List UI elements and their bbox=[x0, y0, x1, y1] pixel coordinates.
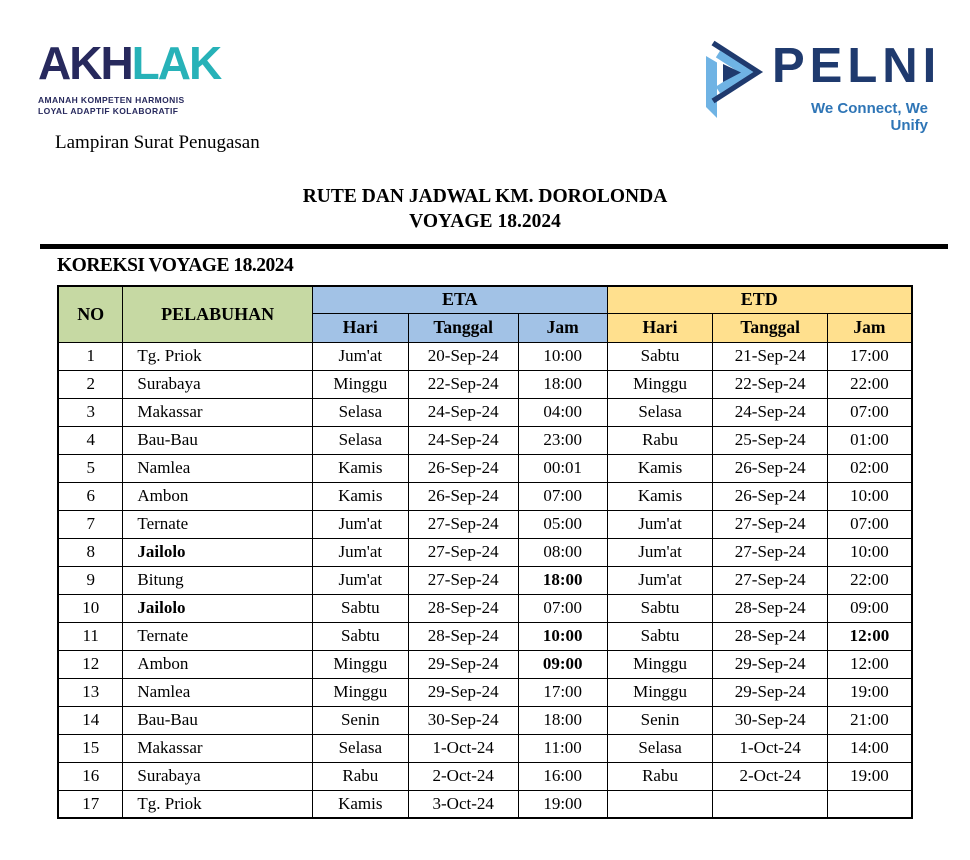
cell-eta-time: 07:00 bbox=[518, 594, 607, 622]
cell-etd-day: Jum'at bbox=[607, 538, 713, 566]
pelni-logo bbox=[690, 34, 942, 134]
cell-etd-date: 27-Sep-24 bbox=[713, 566, 827, 594]
cell-etd-day: Selasa bbox=[607, 398, 713, 426]
cell-etd-day: Jum'at bbox=[607, 566, 713, 594]
cell-eta-time: 11:00 bbox=[518, 734, 607, 762]
cell-eta-date: 24-Sep-24 bbox=[408, 398, 518, 426]
table-row bbox=[58, 342, 912, 370]
cell-etd-day: Sabtu bbox=[607, 594, 713, 622]
cell-etd-date: 28-Sep-24 bbox=[713, 622, 827, 650]
cell-etd-date: 22-Sep-24 bbox=[713, 370, 827, 398]
cell-etd-day: Minggu bbox=[607, 650, 713, 678]
cell-etd-time: 17:00 bbox=[827, 342, 912, 370]
akhlak-wordmark-navy: AKH bbox=[38, 37, 132, 89]
header-eta-date: Tanggal bbox=[408, 313, 518, 342]
cell-etd-date: 25-Sep-24 bbox=[713, 426, 827, 454]
cell-no: 17 bbox=[58, 790, 123, 818]
cell-etd-time: 02:00 bbox=[827, 454, 912, 482]
cell-port: Ambon bbox=[123, 650, 313, 678]
cell-no: 2 bbox=[58, 370, 123, 398]
cell-etd-time: 21:00 bbox=[827, 706, 912, 734]
cell-etd-date: 27-Sep-24 bbox=[713, 538, 827, 566]
table-row bbox=[58, 482, 912, 510]
cell-eta-date: 3-Oct-24 bbox=[408, 790, 518, 818]
cell-etd-day: Selasa bbox=[607, 734, 713, 762]
table-row bbox=[58, 678, 912, 706]
cell-eta-time: 18:00 bbox=[518, 566, 607, 594]
cell-port: Ambon bbox=[123, 482, 313, 510]
cell-eta-time: 16:00 bbox=[518, 762, 607, 790]
cell-eta-day: Minggu bbox=[312, 370, 408, 398]
table-row bbox=[58, 650, 912, 678]
cell-eta-date: 1-Oct-24 bbox=[408, 734, 518, 762]
cell-etd-day: Kamis bbox=[607, 454, 713, 482]
header-eta-group: ETA bbox=[312, 286, 607, 313]
cell-eta-date: 2-Oct-24 bbox=[408, 762, 518, 790]
cell-etd-day: Minggu bbox=[607, 678, 713, 706]
cell-eta-day: Senin bbox=[312, 706, 408, 734]
cell-eta-day: Selasa bbox=[312, 398, 408, 426]
table-row bbox=[58, 398, 912, 426]
table-row bbox=[58, 706, 912, 734]
cell-etd-day: Kamis bbox=[607, 482, 713, 510]
cell-etd-date: 29-Sep-24 bbox=[713, 650, 827, 678]
cell-etd-day: Minggu bbox=[607, 370, 713, 398]
cell-eta-day: Sabtu bbox=[312, 594, 408, 622]
document-title-line2: VOYAGE 18.2024 bbox=[409, 211, 561, 232]
cell-eta-day: Minggu bbox=[312, 678, 408, 706]
table-row bbox=[58, 734, 912, 762]
cell-etd-time: 12:00 bbox=[827, 622, 912, 650]
cell-etd-time: 07:00 bbox=[827, 510, 912, 538]
horizontal-divider bbox=[40, 244, 948, 249]
cell-no: 4 bbox=[58, 426, 123, 454]
akhlak-tagline-line2: LOYAL ADAPTIF KOLABORATIF bbox=[38, 106, 179, 116]
pelni-wordmark: PELNI bbox=[772, 39, 942, 93]
cell-etd-date: 21-Sep-24 bbox=[713, 342, 827, 370]
cell-eta-date: 28-Sep-24 bbox=[408, 594, 518, 622]
header-eta-day: Hari bbox=[312, 313, 408, 342]
cell-eta-time: 18:00 bbox=[518, 370, 607, 398]
cell-etd-date: 1-Oct-24 bbox=[713, 734, 827, 762]
schedule-table bbox=[57, 285, 913, 819]
cell-etd-date: 30-Sep-24 bbox=[713, 706, 827, 734]
cell-etd-time: 09:00 bbox=[827, 594, 912, 622]
cell-eta-time: 05:00 bbox=[518, 510, 607, 538]
cell-port: Namlea bbox=[123, 454, 313, 482]
cell-etd-date: 2-Oct-24 bbox=[713, 762, 827, 790]
cell-no: 14 bbox=[58, 706, 123, 734]
schedule-table-container bbox=[57, 285, 913, 819]
cell-eta-time: 18:00 bbox=[518, 706, 607, 734]
cell-no: 6 bbox=[58, 482, 123, 510]
cell-port: Bitung bbox=[123, 566, 313, 594]
table-header-group-row bbox=[58, 286, 912, 313]
cell-eta-day: Kamis bbox=[312, 454, 408, 482]
akhlak-tagline-line1: AMANAH KOMPETEN HARMONIS bbox=[38, 95, 185, 105]
cell-no: 9 bbox=[58, 566, 123, 594]
table-row bbox=[58, 510, 912, 538]
cell-eta-time: 23:00 bbox=[518, 426, 607, 454]
cell-port: Ternate bbox=[123, 510, 313, 538]
cell-etd-day: Jum'at bbox=[607, 510, 713, 538]
table-row bbox=[58, 454, 912, 482]
cell-eta-time: 04:00 bbox=[518, 398, 607, 426]
cell-etd-time: 19:00 bbox=[827, 678, 912, 706]
cell-port: Makassar bbox=[123, 398, 313, 426]
cell-eta-day: Rabu bbox=[312, 762, 408, 790]
table-row bbox=[58, 426, 912, 454]
cell-eta-day: Jum'at bbox=[312, 342, 408, 370]
cell-eta-time: 19:00 bbox=[518, 790, 607, 818]
pelni-arrow-icon bbox=[692, 36, 770, 126]
cell-eta-day: Jum'at bbox=[312, 566, 408, 594]
cell-eta-time: 17:00 bbox=[518, 678, 607, 706]
cell-eta-date: 24-Sep-24 bbox=[408, 426, 518, 454]
header-etd-date: Tanggal bbox=[713, 313, 827, 342]
cell-eta-time: 07:00 bbox=[518, 482, 607, 510]
attachment-label: Lampiran Surat Penugasan bbox=[55, 132, 260, 153]
akhlak-logo bbox=[38, 38, 220, 117]
cell-eta-date: 22-Sep-24 bbox=[408, 370, 518, 398]
cell-etd-day: Rabu bbox=[607, 426, 713, 454]
cell-no: 8 bbox=[58, 538, 123, 566]
cell-etd-date: 28-Sep-24 bbox=[713, 594, 827, 622]
header-no: NO bbox=[58, 286, 123, 342]
akhlak-tagline bbox=[38, 95, 220, 117]
cell-port: Namlea bbox=[123, 678, 313, 706]
cell-etd-time: 12:00 bbox=[827, 650, 912, 678]
table-row bbox=[58, 622, 912, 650]
cell-eta-day: Kamis bbox=[312, 790, 408, 818]
cell-etd-day bbox=[607, 790, 713, 818]
cell-no: 1 bbox=[58, 342, 123, 370]
cell-no: 12 bbox=[58, 650, 123, 678]
cell-etd-date bbox=[713, 790, 827, 818]
cell-etd-day: Rabu bbox=[607, 762, 713, 790]
cell-eta-date: 27-Sep-24 bbox=[408, 538, 518, 566]
cell-eta-day: Minggu bbox=[312, 650, 408, 678]
cell-eta-date: 28-Sep-24 bbox=[408, 622, 518, 650]
cell-etd-date: 29-Sep-24 bbox=[713, 678, 827, 706]
header-etd-time: Jam bbox=[827, 313, 912, 342]
header-etd-group: ETD bbox=[607, 286, 912, 313]
cell-eta-day: Sabtu bbox=[312, 622, 408, 650]
cell-eta-time: 10:00 bbox=[518, 342, 607, 370]
cell-no: 3 bbox=[58, 398, 123, 426]
cell-port: Ternate bbox=[123, 622, 313, 650]
document-title-line1: RUTE DAN JADWAL KM. DOROLONDA bbox=[302, 186, 668, 207]
cell-eta-date: 27-Sep-24 bbox=[408, 566, 518, 594]
cell-no: 11 bbox=[58, 622, 123, 650]
cell-no: 7 bbox=[58, 510, 123, 538]
cell-eta-date: 29-Sep-24 bbox=[408, 678, 518, 706]
cell-no: 5 bbox=[58, 454, 123, 482]
table-row bbox=[58, 566, 912, 594]
cell-etd-date: 26-Sep-24 bbox=[713, 454, 827, 482]
cell-no: 13 bbox=[58, 678, 123, 706]
cell-eta-time: 10:00 bbox=[518, 622, 607, 650]
cell-etd-date: 27-Sep-24 bbox=[713, 510, 827, 538]
cell-eta-time: 08:00 bbox=[518, 538, 607, 566]
cell-etd-time: 01:00 bbox=[827, 426, 912, 454]
cell-eta-date: 26-Sep-24 bbox=[408, 482, 518, 510]
cell-port: Makassar bbox=[123, 734, 313, 762]
cell-port: Bau-Bau bbox=[123, 426, 313, 454]
table-row bbox=[58, 762, 912, 790]
akhlak-wordmark bbox=[38, 38, 220, 88]
header-eta-time: Jam bbox=[518, 313, 607, 342]
cell-etd-time: 22:00 bbox=[827, 566, 912, 594]
cell-etd-day: Sabtu bbox=[607, 622, 713, 650]
akhlak-wordmark-teal: LAK bbox=[131, 37, 221, 89]
cell-eta-date: 27-Sep-24 bbox=[408, 510, 518, 538]
cell-etd-date: 26-Sep-24 bbox=[713, 482, 827, 510]
cell-port: Surabaya bbox=[123, 370, 313, 398]
document-title bbox=[0, 184, 970, 234]
cell-etd-time: 14:00 bbox=[827, 734, 912, 762]
cell-etd-day: Sabtu bbox=[607, 342, 713, 370]
cell-eta-time: 00:01 bbox=[518, 454, 607, 482]
table-row bbox=[58, 594, 912, 622]
cell-port: Jailolo bbox=[123, 538, 313, 566]
cell-eta-date: 29-Sep-24 bbox=[408, 650, 518, 678]
cell-eta-day: Selasa bbox=[312, 734, 408, 762]
table-row bbox=[58, 538, 912, 566]
cell-eta-day: Kamis bbox=[312, 482, 408, 510]
table-row bbox=[58, 790, 912, 818]
cell-eta-day: Jum'at bbox=[312, 538, 408, 566]
cell-port: Tg. Priok bbox=[123, 790, 313, 818]
cell-port: Surabaya bbox=[123, 762, 313, 790]
cell-eta-time: 09:00 bbox=[518, 650, 607, 678]
header-port: PELABUHAN bbox=[123, 286, 313, 342]
header-etd-day: Hari bbox=[607, 313, 713, 342]
cell-eta-date: 20-Sep-24 bbox=[408, 342, 518, 370]
cell-etd-time bbox=[827, 790, 912, 818]
cell-eta-date: 30-Sep-24 bbox=[408, 706, 518, 734]
cell-etd-date: 24-Sep-24 bbox=[713, 398, 827, 426]
cell-eta-date: 26-Sep-24 bbox=[408, 454, 518, 482]
pelni-tagline: We Connect, We Unify bbox=[811, 100, 928, 134]
section-heading: KOREKSI VOYAGE 18.2024 bbox=[57, 255, 294, 276]
cell-no: 10 bbox=[58, 594, 123, 622]
cell-eta-day: Jum'at bbox=[312, 510, 408, 538]
cell-no: 16 bbox=[58, 762, 123, 790]
cell-etd-time: 07:00 bbox=[827, 398, 912, 426]
cell-port: Tg. Priok bbox=[123, 342, 313, 370]
cell-etd-day: Senin bbox=[607, 706, 713, 734]
cell-etd-time: 10:00 bbox=[827, 482, 912, 510]
cell-etd-time: 19:00 bbox=[827, 762, 912, 790]
cell-no: 15 bbox=[58, 734, 123, 762]
cell-etd-time: 10:00 bbox=[827, 538, 912, 566]
cell-port: Jailolo bbox=[123, 594, 313, 622]
cell-eta-day: Selasa bbox=[312, 426, 408, 454]
table-row bbox=[58, 370, 912, 398]
cell-etd-time: 22:00 bbox=[827, 370, 912, 398]
cell-port: Bau-Bau bbox=[123, 706, 313, 734]
